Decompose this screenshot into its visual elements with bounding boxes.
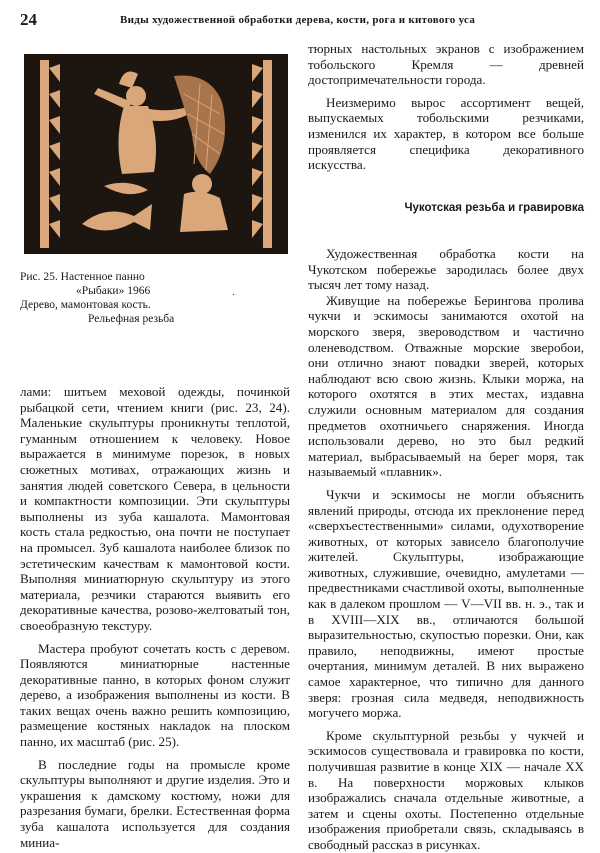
running-title: Виды художественной обработки дерева, кости, рога и китового уса xyxy=(120,14,476,26)
right-top-paragraph-2: Неизмеримо вырос ассортимент вещей, выпускаемых тобольскими резчиками, изменился их характер, в котором все больше проявляется специфика декоративного искусства. xyxy=(308,94,584,173)
right-paragraph-2: Живущие на побережье Берингова пролива чукчи и эскимосы занимаются охотой на морского зверя, звероводством и частично оленеводством. Отважные морские зверобои, они отлично знают повадки зверей, которых наблюдают всю свою жизнь. Клыки моржа, на которого охотятся в этих местах, издавна служили основным материалом для создания предметов охотничьего снаряжения. Иногда использовали дерево, но это был редкий материал, выбрасываемый на берег моря, так называемый «плавник». xyxy=(308,292,584,480)
right-paragraph-1: Художественная обработка кости на Чукотском побережье зародилась более двух тысяч лет тому назад. xyxy=(308,246,584,293)
right-column-top-text xyxy=(308,41,584,173)
caption-line-3: Дерево, мамонтовая кость. xyxy=(20,299,151,311)
right-column-text xyxy=(308,246,584,853)
stray-print-mark: · xyxy=(232,290,236,301)
figure-caption xyxy=(20,270,290,326)
caption-line-1: Рис. 25. Настенное панно xyxy=(20,271,145,283)
right-paragraph-3: Чукчи и эскимосы не могли объяснить явлений природы, отсюда их преклонение перед «сверхъестественными» силами, одухотворение животных, от которых зависело благополучие жителей. Скульптуры, изображающие животных, служившие, очевидно, амулетами — предвестниками счастливой охоты, выполненные как в далеком прошлом — V—VII вв. н. э., так и в XVIII—XIX вв., отличаются большой выразительностью, скупостью порезки. Они, как правило, неподвижны, имеют простые очертания, минимум деталей. В них выражено самое характерное, что типично для данного зверя: грозная сила медведя, неподвижность могучего моржа. xyxy=(308,486,584,721)
carved-panel-image xyxy=(24,54,288,254)
left-paragraph-1: лами: шитьем меховой одежды, починкой рыбацкой сети, чтением книги (рис. 23, 24). Маленькие скульптуры проникнуты теплотой, гуманным отношением к человеку. Новое выражается в минимуме порезок, в новых сюжетных мотивах, отражающих жизнь и занятия людей советского Севера, в цельности и компактности композиции. Эти скульптуры выполнены из зуба кашалота. Мамонтовая кость стала редкостью, она почти не поступает на промысел. Зуб кашалота наиболее близок по эстетическим качествам к мамонтовой кости. Выполняя миниатюрную скульптуру из этого материала, резчики стараются выявить его декоративные качества, розово-желтоватый тон, своеобразную текстуру. xyxy=(20,384,290,633)
right-paragraph-4: Кроме скульптурной резьбы у чукчей и эскимосов существовала и гравировка по кости, получившая развитие в конце XIX — начале XX в. На поверхности моржовых клыков изображались сначала отдельные животные, а затем и сцены охоты. Постепенно отдельные изображения приобретали связь, складываясь в свободный рассказ в рисунках. xyxy=(308,727,584,852)
left-paragraph-2: Мастера пробуют сочетать кость с деревом. Появляются миниатюрные настенные декоративные панно, в которых фоном служит дерево, а изображения выполнены из кости. В таких вещах очень важно решить композицию, размещение костяных накладок на плоском панно, их масштаб (рис. 25). xyxy=(20,640,290,750)
left-paragraph-3: В последние годы на промысле кроме скульптуры выполняют и другие изделия. Это и украшения к дамскому костюму, ножи для разрезания бумаги, брелки. Естественная форма зуба кашалота используется для создания миниа- xyxy=(20,756,290,850)
left-column-text xyxy=(20,384,290,850)
figure-panel-fishermen xyxy=(24,54,288,254)
right-top-paragraph-1: тюрных настольных экранов с изображением тобольского Кремля — древней достопримечательности города. xyxy=(308,41,584,88)
section-heading: Чукотская резьба и гравировка xyxy=(404,202,584,214)
caption-line-4: Рельефная резьба xyxy=(88,313,175,325)
caption-line-2: «Рыбаки» 1966 xyxy=(76,285,151,297)
page-number: 24 xyxy=(20,10,37,29)
